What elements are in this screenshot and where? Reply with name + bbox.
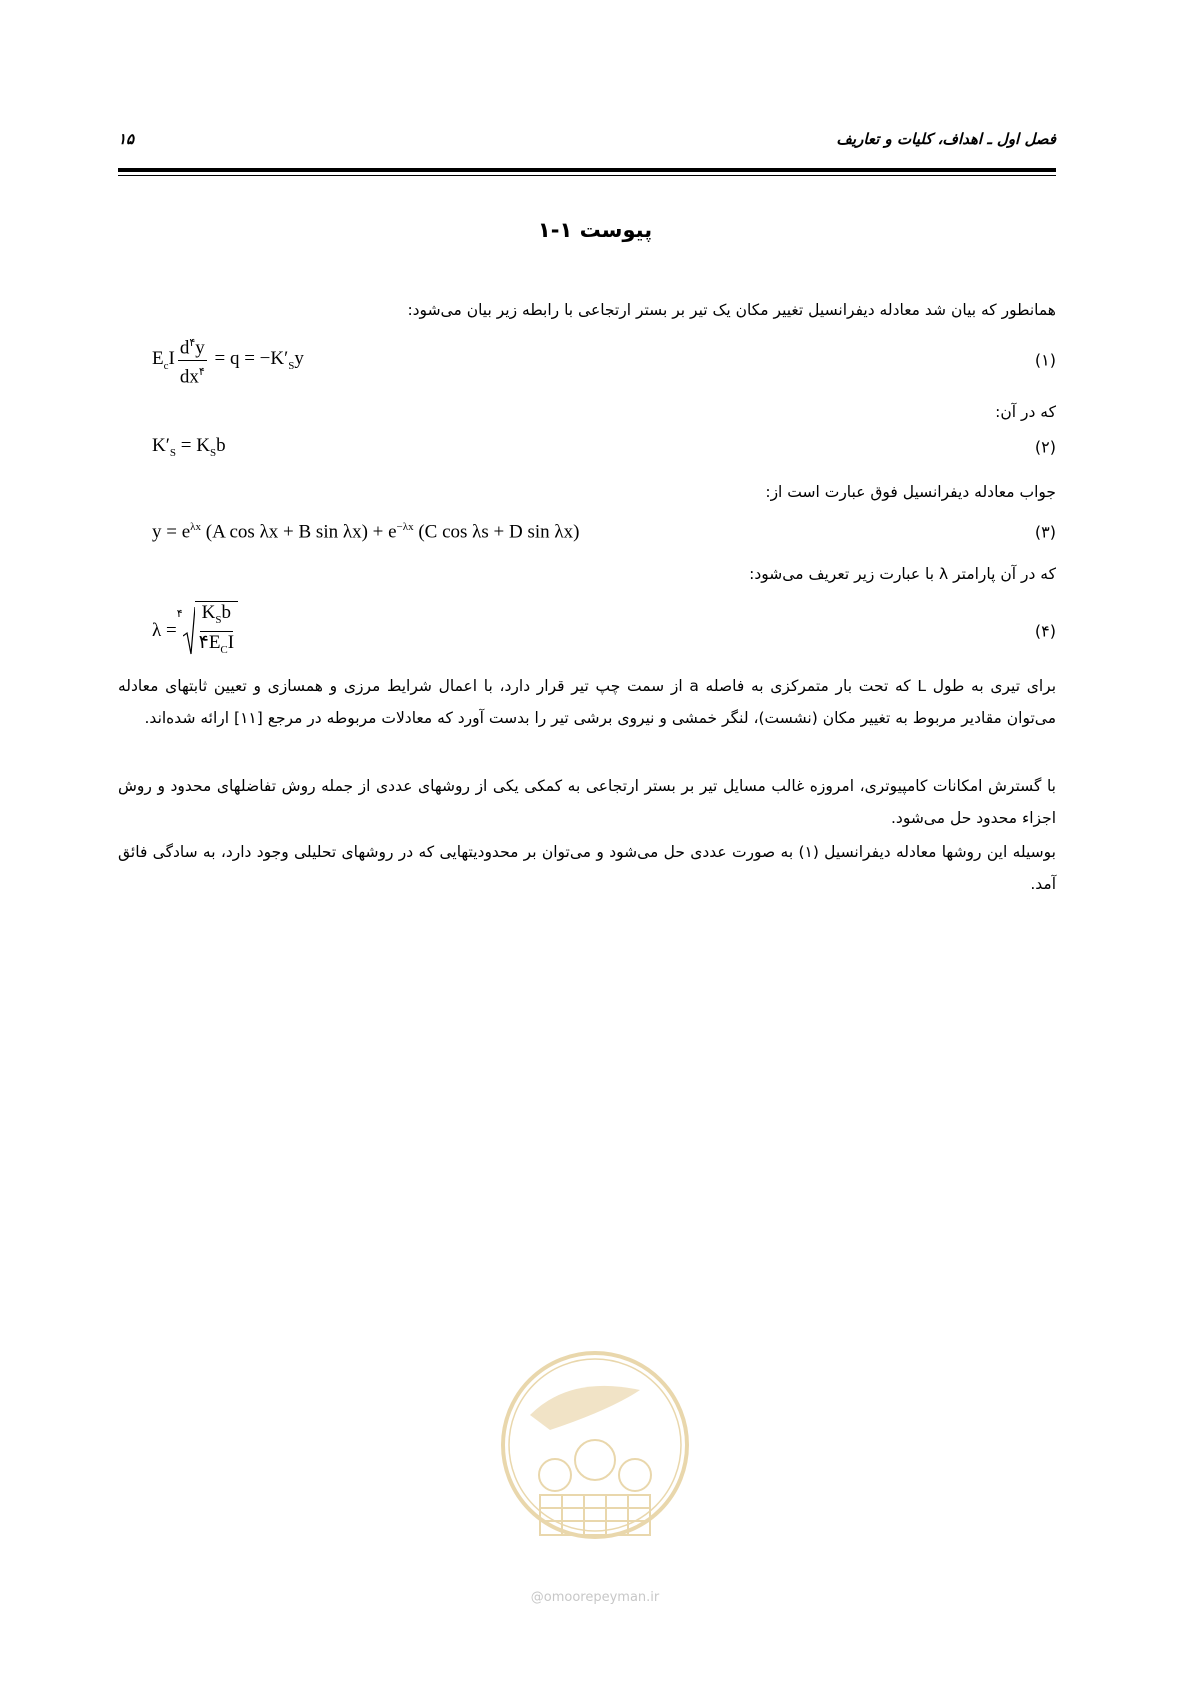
equation-4-number: (۴) [1034, 621, 1056, 641]
logo-emblem-icon [490, 1335, 700, 1580]
equation-2-formula: $K'_S = K_Sb$ [152, 435, 226, 459]
equation-3 [118, 508, 1056, 556]
equation-2 [118, 424, 1056, 470]
equation-4-formula: λ = ۴ $\frac{K_Sb}{۴E_CI}$ [152, 600, 238, 662]
paragraph-2: با گسترش امکانات کامپیوتری، امروزه غالب مسایل تیر بر بستر ارتجاعی به کمکی یکی از روشهای عددی از جمله روش تفاضلهای محدود و روش اجزاء محدود حل می‌شود. [118, 777, 1056, 827]
equation-2-number: (۲) [1034, 437, 1056, 457]
header-rule-thin [118, 175, 1056, 176]
section-title: پیوست ۱-۱ [537, 218, 653, 242]
where-text: که در آن: [995, 403, 1056, 421]
equation-3-formula: $y = e^{\lambda x}$ (A cos λx + B $\sin \lambda x) + e^{-\lambda x}$ (C cos λs + D sin λx) [152, 520, 580, 543]
page-header [118, 128, 1056, 156]
paragraph-1: برای تیری به طول L که تحت بار متمرکزی به فاصله a از سمت چپ تیر قرار دارد، با اعمال شرایط مرزی و همسازی و تعیین ثابتهای معادله می‌توان مقادیر مربوط به تغییر مکان (نشست)، لنگر خمشی و نیروی برشی تیر را بدست آورد که معادلات مربوطه در مرجع [۱۱] ارائه شده‌اند. [118, 677, 1057, 727]
intro-text: همانطور که بیان شد معادله دیفرانسیل تغییر مکان یک تیر بر بستر ارتجاعی با رابطه زیر بیان می‌شود: [407, 301, 1056, 319]
radical-sign-icon [183, 606, 195, 656]
header-rule-thick [118, 168, 1056, 172]
page-number: ۱۵ [118, 130, 135, 148]
watermark-url: @omoorepeyman.ir [530, 1590, 660, 1605]
fourth-root: ۴ $\frac{K_Sb}{۴E_CI}$ [177, 601, 238, 661]
equation-4 [118, 600, 1056, 662]
paragraph-3: بوسیله این روشها معادله دیفرانسیل (۱) به صورت عددی حل می‌شود و می‌توان بر محدودیتهایی که در روشهای تحلیلی وجود دارد، به سادگی فائق آمد. [118, 843, 1056, 893]
solution-text: جواب معادله دیفرانسیل فوق عبارت است از: [765, 483, 1056, 501]
equation-1-formula: $E_cI$ $\frac{d^۴y}{dx^۴}$ = $q = -K'_Sy$ [152, 332, 304, 388]
equation-1-number: (۱) [1034, 350, 1056, 370]
equation-3-number: (۳) [1034, 522, 1056, 542]
equation-1 [118, 332, 1056, 388]
chapter-title: فصل اول ـ اهداف، کلیات و تعاریف [836, 130, 1056, 148]
lambda-text: که در آن پارامتر λ با عبارت زیر تعریف می‌شود: [749, 565, 1056, 583]
watermark-logo [490, 1335, 700, 1605]
